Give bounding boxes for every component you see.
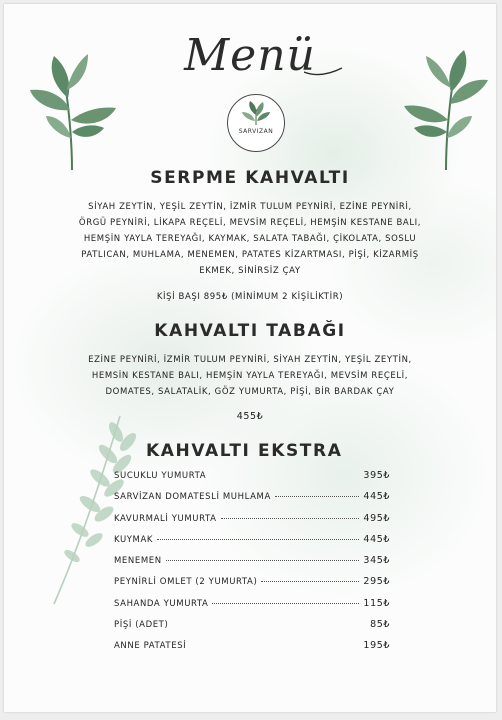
list-item bbox=[114, 576, 390, 597]
logo-leaves-icon bbox=[228, 95, 284, 151]
serpme-description bbox=[4, 199, 496, 279]
item-name: SAHANDA YUMURTA bbox=[114, 598, 209, 609]
serpme-price: KİŞİ BAŞI 895₺ (MİNİMUM 2 KİŞİLİKTİR) bbox=[156, 292, 344, 302]
list-item bbox=[114, 534, 390, 555]
item-name: PEYNİRLİ OMLET (2 YUMURTA) bbox=[114, 577, 258, 588]
serpme-line: PATLICAN, MUHLAMA, MENEMEN, PATATES KİZARTMASI, PİŞİ, KİZARMİŞ bbox=[81, 250, 419, 260]
item-name: KAVURMALİ YUMURTA bbox=[114, 513, 217, 524]
item-name: KUYMAK bbox=[114, 534, 154, 545]
tabak-price: 455₺ bbox=[236, 411, 264, 422]
tabak-line: HEMSİN KESTANE BALI, HEMŞİN YAYLA TEREYAĞI, MEVSİM REÇELİ, bbox=[91, 371, 409, 381]
item-price: 395₺ bbox=[363, 470, 390, 481]
serpme-line: ÖRGÜ PEYNİRİ, LİKAPA REÇELİ, MEVSİM REÇELİ, HEMŞİN KESTANE BALI, bbox=[78, 218, 422, 228]
item-price: 495₺ bbox=[363, 512, 390, 524]
item-name: MENEMEN bbox=[114, 556, 162, 567]
list-item bbox=[114, 555, 390, 576]
list-item bbox=[114, 470, 390, 491]
section-heading-tabak: KAHVALTI TABAĞI bbox=[154, 321, 346, 341]
serpme-line: SİYAH ZEYTİN, YEŞİL ZEYTİN, İZMİR TULUM PEYNİRİ, EZİNE PEYNİRİ, bbox=[88, 202, 412, 212]
list-item bbox=[114, 619, 390, 640]
menu-title: Menü bbox=[184, 30, 316, 81]
tabak-line: EZİNE PEYNİRİ, İZMİR TULUM PEYNİRİ, SİYAH ZEYTİN, YEŞİL ZEYTİN, bbox=[88, 355, 412, 365]
item-price: 345₺ bbox=[363, 555, 390, 567]
item-name: ANNE PATATESİ bbox=[114, 641, 187, 652]
item-price: 295₺ bbox=[363, 576, 390, 588]
item-name: SUCUKLU YUMURTA bbox=[114, 471, 207, 481]
list-item bbox=[114, 513, 390, 534]
list-item bbox=[114, 640, 390, 661]
serpme-line: HEMŞİN YAYLA TEREYAĞI, KAYMAK, SALATA TABAĞI, ÇİKOLATA, SOSLU bbox=[83, 234, 417, 244]
list-item bbox=[114, 598, 390, 619]
item-price: 445₺ bbox=[363, 491, 390, 503]
tabak-line: DOMATES, SALATALİK, GÖZ YUMURTA, PİŞİ, BİR BARDAK ÇAY bbox=[105, 387, 395, 397]
item-price: 445₺ bbox=[363, 533, 390, 545]
item-name: PİŞİ (ADET) bbox=[114, 620, 169, 631]
item-name: SARVİZAN DOMATESLİ MUHLAMA bbox=[114, 492, 271, 503]
menu-page bbox=[4, 4, 496, 712]
serpme-line: EKMEK, SİNİRSİZ ÇAY bbox=[199, 266, 301, 276]
ekstra-list bbox=[114, 470, 390, 662]
list-item bbox=[114, 491, 390, 512]
section-heading-ekstra: KAHVALTI EKSTRA bbox=[146, 441, 343, 461]
item-price: 85₺ bbox=[370, 619, 390, 631]
item-price: 195₺ bbox=[363, 640, 390, 652]
sarvizan-logo bbox=[227, 94, 285, 152]
tabak-description bbox=[4, 352, 496, 400]
section-heading-serpme: SERPME KAHVALTI bbox=[150, 168, 350, 188]
logo-text: SARVIZAN bbox=[238, 128, 274, 135]
item-price: 115₺ bbox=[363, 597, 390, 609]
title-flourish-icon bbox=[304, 66, 344, 80]
